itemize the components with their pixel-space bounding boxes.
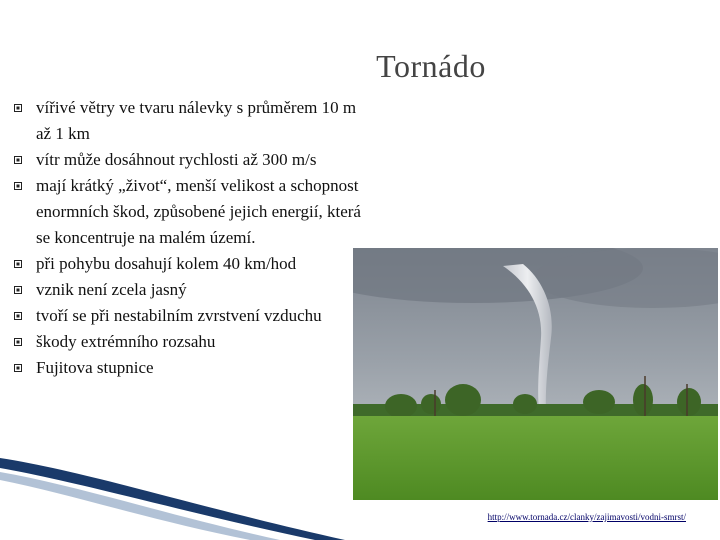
square-bullet-icon — [14, 338, 22, 346]
square-bullet-icon — [14, 104, 22, 112]
slide-title — [0, 48, 720, 85]
bullet-text: vznik není zcela jasný — [36, 280, 187, 299]
square-bullet-icon — [14, 156, 22, 164]
swoosh-graphic — [0, 450, 360, 540]
bullet-item — [14, 329, 374, 355]
bullet-item — [14, 355, 374, 381]
square-bullet-icon — [14, 286, 22, 294]
bullet-item — [14, 147, 374, 173]
bullet-item — [14, 95, 374, 147]
bullet-item — [14, 303, 374, 329]
bullet-text: Fujitova stupnice — [36, 358, 154, 377]
square-bullet-icon — [14, 312, 22, 320]
bullet-item — [14, 251, 374, 277]
tornado-photo — [353, 248, 718, 500]
bullet-text: vítr může dosáhnout rychlosti až 300 m/s — [36, 150, 317, 169]
bullet-item — [14, 277, 374, 303]
slide-title-text: Tornádo — [376, 48, 486, 84]
square-bullet-icon — [14, 260, 22, 268]
bullet-text: škody extrémního rozsahu — [36, 332, 216, 351]
bullet-list — [14, 95, 374, 381]
square-bullet-icon — [14, 364, 22, 372]
bullet-text: při pohybu dosahují kolem 40 km/hod — [36, 254, 297, 273]
square-bullet-icon — [14, 182, 22, 190]
bullet-item — [14, 173, 374, 251]
bullet-text: mají krátký „život“, menší velikost a schopnost enormních škod, způsobené jejich energií, která se koncentruje na malém území. — [36, 176, 361, 247]
image-source-link[interactable]: http://www.tornada.cz/clanky/zajimavosti/vodni-smrst/ — [487, 512, 686, 522]
bullet-text: tvoří se při nestabilním zvrstvení vzduchu — [36, 306, 322, 325]
bullet-text: vířivé větry ve tvaru nálevky s průměrem 10 m až 1 km — [36, 98, 357, 143]
